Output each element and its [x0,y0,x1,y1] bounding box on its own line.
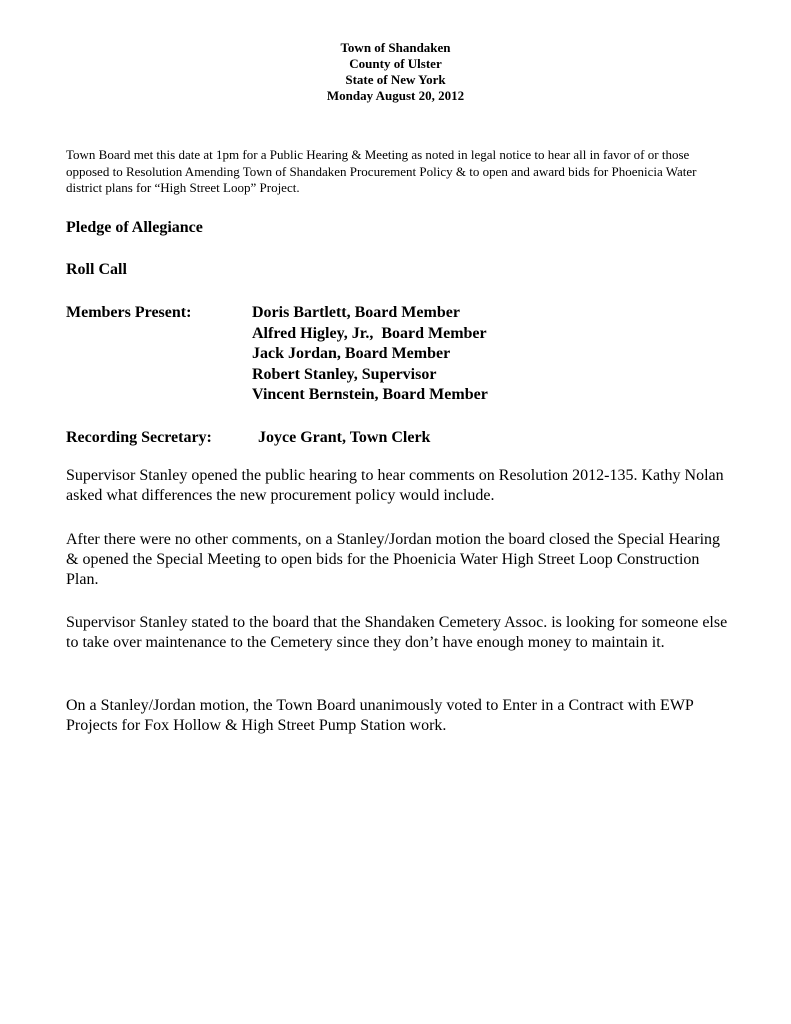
roll-call-heading: Roll Call [66,261,127,278]
recording-secretary-label: Recording Secretary: [66,429,212,446]
header-state: State of New York [345,72,446,87]
member-item: Robert Stanley, Supervisor [252,365,437,383]
paragraph-contract: On a Stanley/Jordan motion, the Town Board unanimously voted to Enter in a Contract with EWP Projects for Fox Hollow & High Street Pump Station work. [66,697,694,734]
paragraph-public-hearing: Supervisor Stanley opened the public hearing to hear comments on Resolution 2012-135. Kathy Nolan asked what differences the new procurement policy would include. [66,467,724,504]
members-present-label: Members Present: [66,304,192,321]
member-item: Vincent Bernstein, Board Member [252,386,488,403]
document-header [0,40,791,104]
member-item: Alfred Higley, Jr., Board Member [252,324,487,342]
paragraph-cemetery: Supervisor Stanley stated to the board that the Shandaken Cemetery Assoc. is looking for someone else to take over maintenance to the Cemetery since they don’t have enough money to maintain it. [66,614,728,651]
header-town: Town of Shandaken [340,40,451,55]
recording-secretary-name: Joyce Grant, Town Clerk [258,429,431,446]
member-item: Doris Bartlett, Board Member [252,304,460,321]
members-list [252,303,488,406]
pledge-heading: Pledge of Allegiance [66,219,203,236]
header-date: Monday August 20, 2012 [326,88,465,103]
member-item: Jack Jordan, Board Member [252,345,451,362]
paragraph-bids: After there were no other comments, on a Stanley/Jordan motion the board closed the Special Hearing & opened the Special Meeting to open bids for the Phoenicia Water High Street Loop Construction Plan. [66,531,721,588]
header-county: County of Ulster [349,56,442,71]
intro-paragraph: Town Board met this date at 1pm for a Public Hearing & Meeting as noted in legal notice to hear all in favor of or those opposed to Resolution Amending Town of Shandaken Procurement Policy & to open and award bids for Phoenicia Water district plans for “High Street Loop” Project. [66,147,697,195]
